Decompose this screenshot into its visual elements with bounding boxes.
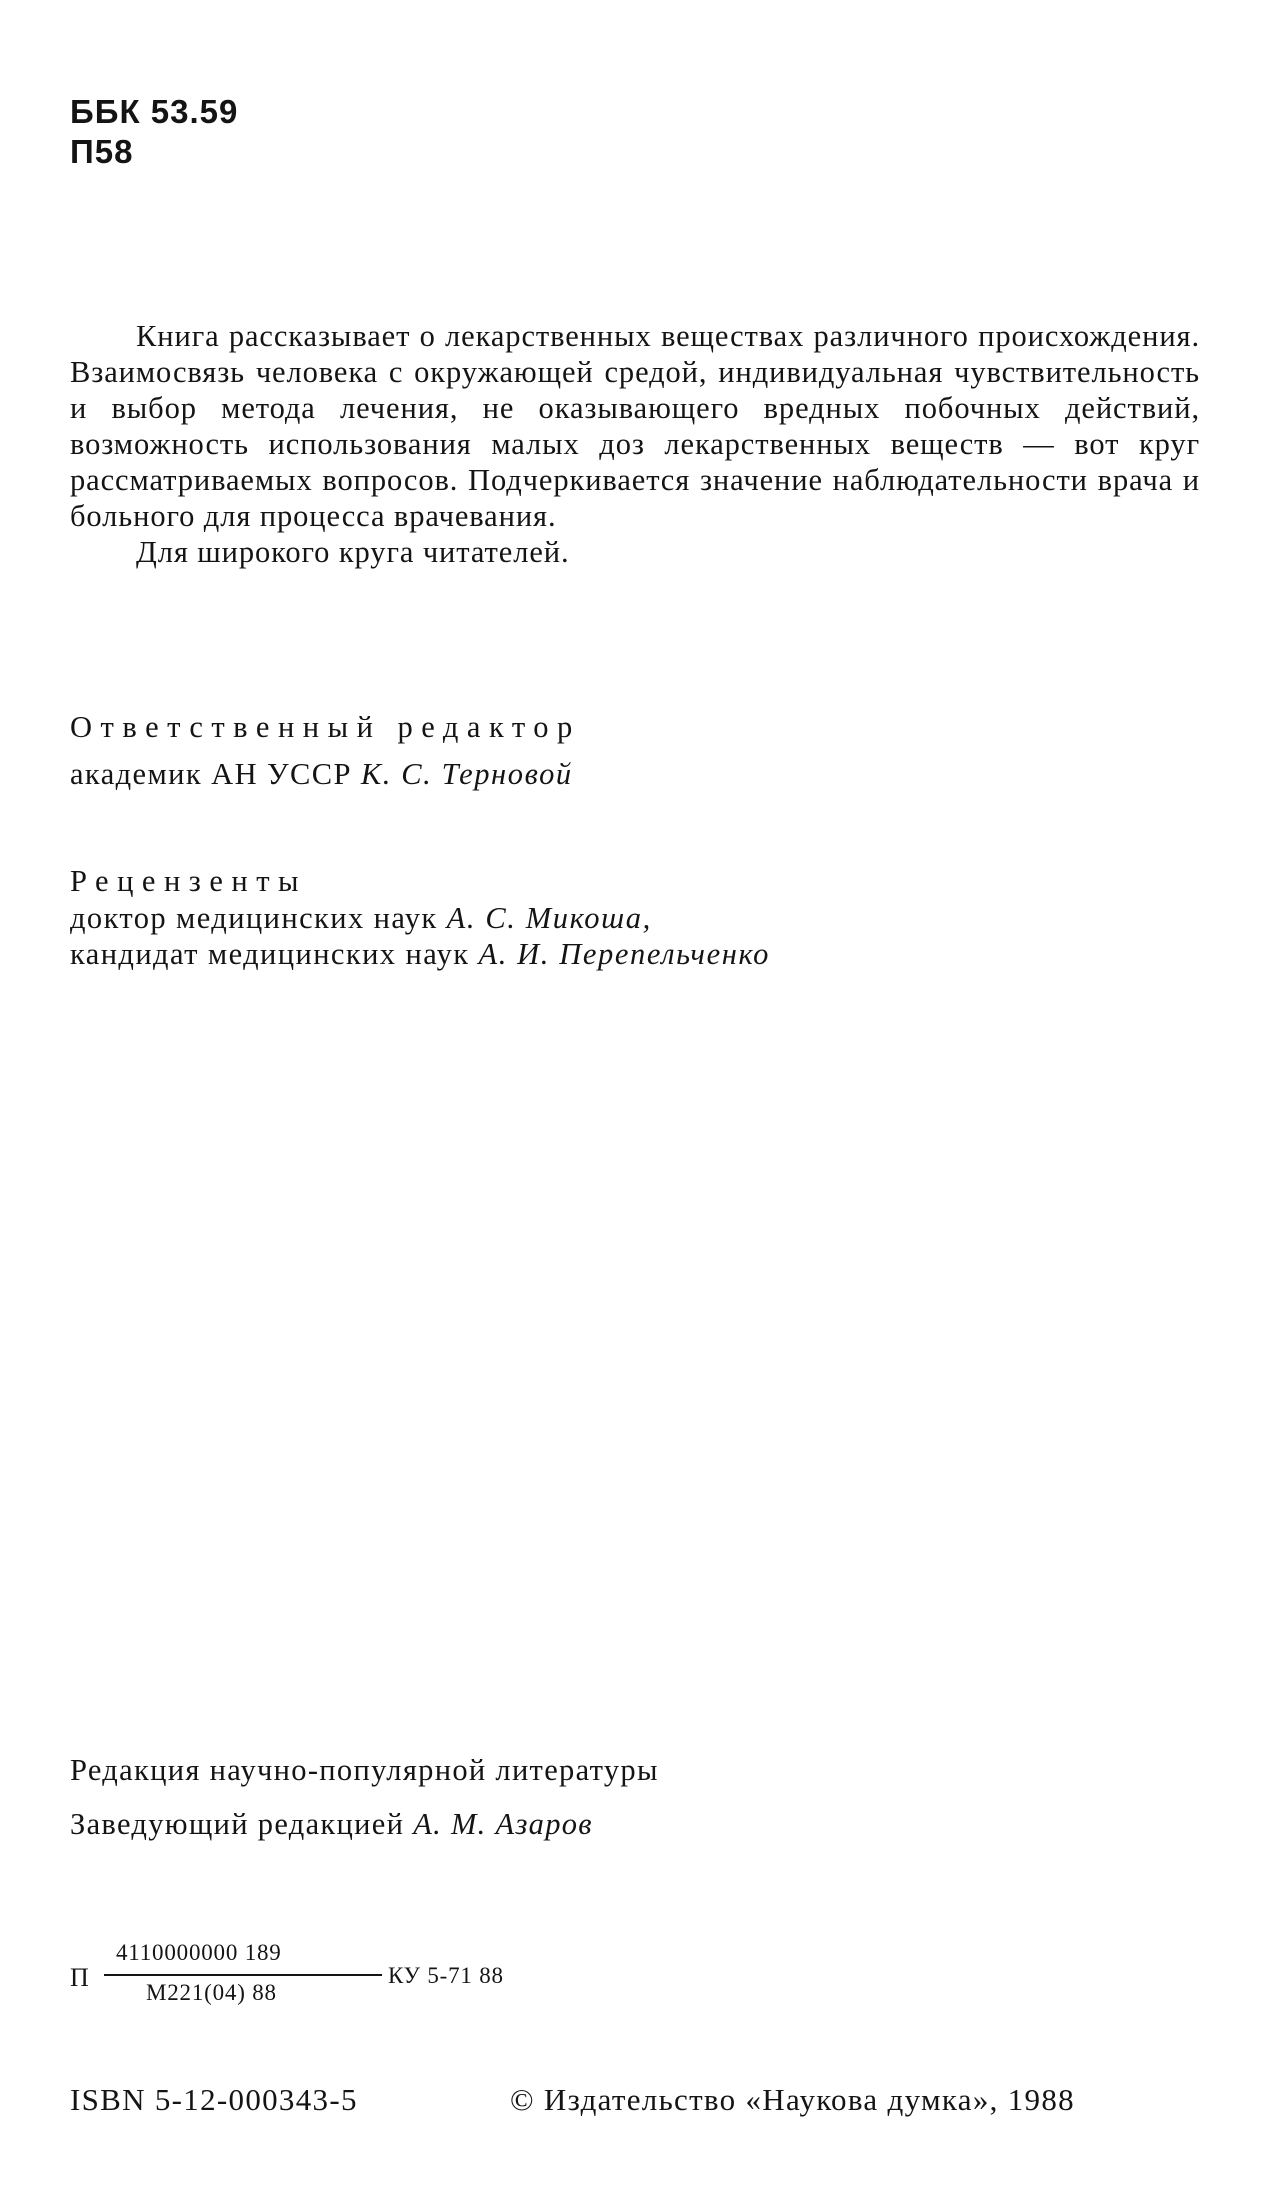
code-numerator: 4110000000 189 [116, 1940, 282, 1965]
responsible-editor [70, 708, 581, 792]
editorial-head-name: А. М. Азаров [413, 1807, 593, 1841]
reviewer-title: доктор медицинских наук [70, 901, 438, 935]
editor-heading: Ответственный редактор [70, 710, 581, 744]
isbn: ISBN 5-12-000343-5 [70, 2082, 358, 2117]
reviewer-name: А. С. Микоша, [446, 901, 652, 935]
annotation-paragraph: Книга рассказывает о лекарственных веществах различного происхождения. Взаимосвязь человека с окружающей средой, индивидуальная чувствительность и выбор метода лечения, не оказывающего вредных побочных действий, возможность использования малых доз лекарственных веществ — вот круг рассматриваемых вопросов. Подчеркивается значение наблюдательности врача и больного для процесса врачевания. [70, 319, 1200, 533]
reviewer-line [70, 900, 770, 936]
classification-codes [70, 92, 238, 172]
reviewer-title: кандидат медицинских наук [70, 937, 470, 971]
editorial-office-name: Редакция научно-популярной литературы [70, 1753, 659, 1787]
editor-line [70, 756, 581, 792]
code-prefix: П [70, 1963, 90, 1992]
bbk-code: ББК 53.59 [70, 93, 239, 130]
book-annotation [70, 318, 1200, 570]
fraction-bar [104, 1974, 382, 1976]
editorial-head-title: Заведующий редакцией [70, 1807, 405, 1841]
reviewer-name: А. И. Перепельченко [478, 937, 771, 971]
annotation-audience: Для широкого круга читателей. [136, 535, 570, 569]
author-code: П58 [70, 133, 134, 170]
reviewers-heading: Рецензенты [70, 864, 308, 898]
editorial-office-head [70, 1806, 659, 1860]
copyright-notice: © Издательство «Наукова думка», 1988 [510, 2082, 1075, 2117]
code-suffix: КУ 5-71 88 [388, 1963, 504, 1988]
editorial-office [70, 1752, 659, 1860]
code-denominator: М221(04) 88 [146, 1980, 277, 2005]
reviewers [70, 862, 770, 972]
reviewer-line [70, 936, 770, 972]
editor-name: К. С. Терновой [360, 757, 573, 791]
editor-title: академик АН УССР [70, 757, 352, 791]
